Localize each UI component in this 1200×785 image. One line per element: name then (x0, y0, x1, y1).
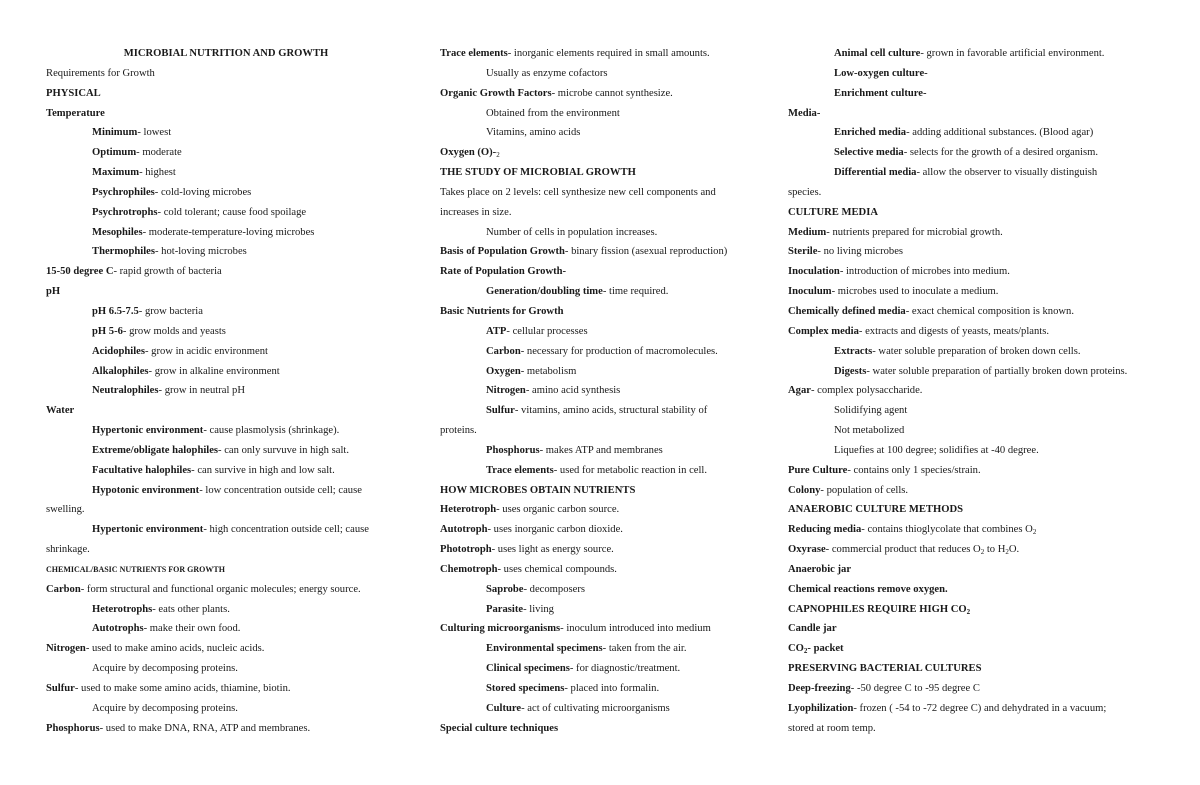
term-label: HOW MICROBES OBTAIN NUTRIENTS (440, 484, 636, 496)
text-line (46, 560, 406, 580)
definition-text: Liquefies at 100 degree; solidifies at -40 degree. (834, 444, 1039, 456)
text-line (46, 223, 406, 243)
definition-text: - no living microbes (817, 246, 904, 258)
column-left (46, 44, 406, 739)
text-line (46, 441, 406, 461)
term-label: Minimum (92, 127, 138, 139)
definition-text: - contains thioglycolate that combines O (861, 524, 1033, 536)
definition-text: - used to make some amino acids, thiamine, biotin. (74, 683, 291, 694)
subscript: 2 (1005, 548, 1009, 557)
text-line (46, 699, 406, 719)
text-line (440, 143, 775, 163)
text-line (440, 64, 775, 84)
definition-text: - time required. (602, 286, 669, 298)
term-label: Culturing microorganisms (440, 623, 561, 635)
text-line (46, 381, 406, 401)
text-line (440, 639, 775, 659)
definition-text: O. (1008, 544, 1020, 556)
term-label: Inoculum (788, 286, 832, 298)
definition-text: - adding additional substances. (Blood agar) (906, 127, 1094, 139)
definition-text: - exact chemical composition is known. (905, 305, 1074, 317)
definition-text: - inoculum introduced into medium (560, 623, 711, 635)
term-label-suffix: - packet (807, 643, 844, 655)
term-label: Hypotonic environment (92, 484, 200, 496)
text-line (440, 719, 775, 739)
text-line (440, 362, 775, 382)
text-line (46, 322, 406, 342)
text-line (788, 342, 1173, 362)
text-line (788, 262, 1173, 282)
text-line (440, 560, 775, 580)
term-label: Heterotroph (440, 504, 497, 516)
term-label: Phosphorus (46, 722, 100, 734)
definition-text: - for diagnostic/treatment. (569, 663, 681, 675)
term-label: Deep-freezing (788, 683, 851, 694)
text-line (440, 381, 775, 401)
definition-text: Acquire by decomposing proteins. (92, 702, 238, 714)
subscript: 2 (966, 607, 971, 616)
definition-text: - selects for the growth of a desired organism. (903, 147, 1098, 159)
term-label: Reducing media (788, 524, 862, 536)
definition-text: - uses chemical compounds. (497, 563, 617, 575)
text-line (46, 362, 406, 382)
text-line (440, 203, 775, 223)
definition-text: increases in size. (440, 206, 512, 218)
text-line (788, 600, 1173, 620)
text-line (46, 461, 406, 481)
text-line (440, 104, 775, 124)
text-line (440, 580, 775, 600)
text-line (46, 183, 406, 203)
definition-text: - cold-loving microbes (154, 186, 252, 198)
term-label-suffix: )- (489, 147, 497, 159)
text-line (440, 619, 775, 639)
definition-text: - makes ATP and membranes (539, 444, 663, 456)
text-line (46, 84, 406, 104)
definition-text: - uses light as energy source. (491, 544, 614, 556)
definition-text: - metabolism (520, 365, 577, 377)
subscript: 2 (496, 151, 500, 160)
term-label: Psychrotrophs (92, 206, 158, 218)
text-line (440, 282, 775, 302)
text-line (788, 580, 1173, 600)
text-line (788, 143, 1173, 163)
definition-text: - grow in neutral pH (158, 385, 246, 397)
term-label: Colony (788, 484, 821, 496)
definition-text: - water soluble preparation of broken down cells. (872, 345, 1081, 357)
text-line (788, 163, 1173, 183)
text-line (440, 600, 775, 620)
term-label: PRESERVING BACTERIAL CULTURES (788, 663, 982, 675)
term-label: Phosphorus (486, 444, 540, 456)
definition-text: - frozen ( -54 to -72 degree C) and dehydrated in a vacuum; (853, 702, 1107, 714)
text-line (46, 123, 406, 143)
text-line (46, 580, 406, 600)
definition-text: Acquire by decomposing proteins. (92, 663, 238, 675)
definition-text: - -50 degree C to -95 degree C (850, 683, 980, 694)
text-line (788, 481, 1173, 501)
term-label: Chemically defined media (788, 305, 906, 317)
text-line (46, 163, 406, 183)
definition-text: stored at room temp. (788, 722, 876, 734)
text-line (440, 242, 775, 262)
definition-text: Takes place on 2 levels: cell synthesize new cell components and (440, 186, 716, 198)
definition-text: - grown in favorable artificial environment. (920, 48, 1105, 59)
definition-text: - moderate-temperature-loving microbes (142, 226, 315, 238)
term-label: Autotrophs (92, 623, 144, 635)
definition-text: - moderate (136, 147, 182, 159)
text-line (788, 520, 1173, 540)
definition-text: shrinkage. (46, 544, 90, 556)
definition-text: Not metabolized (834, 425, 905, 437)
term-label: Hypertonic environment (92, 425, 204, 437)
term-label: Psychrophiles (92, 186, 155, 198)
definition-text: - used to make DNA, RNA, ATP and membranes. (99, 722, 311, 734)
column-middle (440, 44, 775, 739)
definition-text: - used to make amino acids, nucleic acids. (85, 643, 265, 655)
term-label: Carbon (486, 345, 521, 357)
definition-text: - grow in acidic environment (144, 345, 268, 357)
term-label: THE STUDY OF MICROBIAL GROWTH (440, 167, 636, 179)
term-label: Thermophiles (92, 246, 155, 258)
term-label: ANAEROBIC CULTURE METHODS (788, 504, 964, 516)
term-label: Differential media (834, 167, 917, 179)
text-line (46, 242, 406, 262)
text-line (440, 262, 775, 282)
text-line (46, 203, 406, 223)
term-label: Saprobe (486, 583, 524, 595)
term-label: Trace elements (486, 464, 554, 476)
term-label: 15-50 degree C (46, 266, 114, 278)
text-line (46, 600, 406, 620)
term-label: Extreme/obligate halophiles (92, 444, 219, 456)
text-line (46, 104, 406, 124)
definition-text: species. (788, 186, 822, 198)
definition-text: - make their own food. (143, 623, 241, 635)
text-line (440, 163, 775, 183)
term-label: Oxygen (O (440, 147, 490, 159)
term-label: Digests (834, 365, 867, 377)
text-line (46, 421, 406, 441)
text-line (788, 560, 1173, 580)
text-line (788, 401, 1173, 421)
text-line (46, 401, 406, 421)
definition-text: Obtained from the environment (486, 107, 620, 119)
definition-text: - amino acid synthesis (525, 385, 621, 397)
definition-text: - grow bacteria (138, 305, 203, 317)
term-label: Water (46, 405, 75, 417)
text-line (440, 520, 775, 540)
definition-text: - commercial product that reduces O (825, 544, 981, 556)
term-label: pH 6.5-7.5 (92, 305, 139, 317)
definition-text: swelling. (46, 504, 85, 516)
term-label: Oxygen (486, 365, 521, 377)
text-line (788, 322, 1173, 342)
text-line (440, 342, 775, 362)
text-line (788, 500, 1173, 520)
definition-text: - contains only 1 species/strain. (847, 464, 981, 476)
definition-text: - inorganic elements required in small amounts. (507, 48, 710, 59)
term-label: Oxyrase (788, 544, 826, 556)
definition-text: - cold tolerant; cause food spoilage (157, 206, 307, 218)
term-label: Trace elements (440, 48, 508, 59)
term-label: Alkalophiles (92, 365, 149, 377)
term-label: Candle jar (788, 623, 837, 635)
text-line (788, 104, 1173, 124)
term-label: Phototroph (440, 544, 492, 556)
text-line (788, 84, 1173, 104)
term-label: Anaerobic jar (788, 563, 852, 575)
definition-text: - rapid growth of bacteria (113, 266, 222, 278)
definition-text: - taken from the air. (602, 643, 687, 655)
term-label: Enriched media (834, 127, 907, 139)
definition-text: - decomposers (523, 583, 585, 595)
definition-text: - high concentration outside cell; cause (203, 524, 369, 536)
column-right (788, 44, 1173, 739)
term-label: Chemotroph (440, 563, 498, 575)
definition-text: Requirements for Growth (46, 67, 155, 79)
text-line (440, 123, 775, 143)
term-label: MICROBIAL NUTRITION AND GROWTH (123, 48, 329, 59)
subscript: 2 (1032, 528, 1037, 537)
definition-text: Usually as enzyme cofactors (486, 67, 608, 79)
text-line (46, 719, 406, 739)
definition-text: - population of cells. (820, 484, 909, 496)
term-label: CHEMICAL/BASIC NUTRIENTS FOR GROWTH (46, 564, 225, 574)
text-line (46, 500, 406, 520)
term-label: Culture (486, 702, 522, 714)
term-label: Medium (788, 226, 827, 238)
term-label: Stored specimens (486, 683, 565, 694)
definition-text: - allow the observer to visually distinguish (916, 167, 1098, 179)
term-label: ATP (486, 325, 507, 337)
term-label: Clinical specimens (486, 663, 570, 675)
text-line (440, 679, 775, 699)
term-label: Temperature (46, 107, 105, 119)
text-line (788, 679, 1173, 699)
definition-text: - hot-loving microbes (154, 246, 247, 258)
term-label: Chemical reactions remove oxygen. (788, 583, 948, 595)
definition-text: Number of cells in population increases. (486, 226, 658, 238)
text-line (788, 64, 1173, 84)
text-line (440, 699, 775, 719)
term-label: Inoculation (788, 266, 840, 278)
term-label: CULTURE MEDIA (788, 206, 878, 218)
text-line (788, 659, 1173, 679)
term-label: Maximum (92, 167, 140, 179)
text-line (788, 123, 1173, 143)
definition-text: - can survive in high and low salt. (191, 464, 335, 476)
text-line (788, 362, 1173, 382)
definition-text: - form structural and functional organic molecules; energy source. (80, 583, 361, 595)
text-line (46, 679, 406, 699)
definition-text: - eats other plants. (152, 603, 230, 615)
text-line (46, 540, 406, 560)
definition-text: - low concentration outside cell; cause (199, 484, 362, 496)
text-line (788, 461, 1173, 481)
term-label: Autotroph (440, 524, 488, 536)
text-line (788, 639, 1173, 659)
term-label: Nitrogen (486, 385, 526, 397)
text-line (46, 659, 406, 679)
definition-text: - microbe cannot synthesize. (551, 87, 673, 99)
term-label: Basis of Population Growth (440, 246, 565, 258)
text-line (46, 481, 406, 501)
text-line (440, 461, 775, 481)
term-label: Carbon (46, 583, 81, 595)
definition-text: - nutrients prepared for microbial growth. (826, 226, 1003, 238)
term-label: CAPNOPHILES REQUIRE HIGH CO (788, 603, 967, 615)
term-label: Agar (788, 385, 811, 397)
definition-text: - uses organic carbon source. (496, 504, 620, 516)
definition-text: - extracts and digests of yeasts, meats/plants. (858, 325, 1049, 337)
text-line (788, 699, 1173, 719)
term-label: Sterile (788, 246, 818, 258)
text-line (440, 540, 775, 560)
text-line (788, 183, 1173, 203)
definition-text: proteins. (440, 425, 477, 437)
term-label: Pure Culture (788, 464, 848, 476)
text-line (46, 342, 406, 362)
term-label: Environmental specimens (486, 643, 603, 655)
definition-text: - lowest (137, 127, 172, 139)
text-line (46, 262, 406, 282)
definition-text: - necessary for production of macromolecules. (520, 345, 718, 357)
term-label: Media- (788, 107, 821, 119)
definition-text: Vitamins, amino acids (486, 127, 581, 139)
term-label: Neutralophiles (92, 385, 159, 397)
definition-text: - act of cultivating microorganisms (521, 702, 670, 714)
text-line (440, 223, 775, 243)
text-line (440, 322, 775, 342)
text-line (440, 481, 775, 501)
term-label: Rate of Population Growth- (440, 266, 567, 278)
term-label: Nitrogen (46, 643, 86, 655)
text-line (788, 719, 1173, 739)
text-line (46, 520, 406, 540)
text-line (440, 44, 775, 64)
text-line (440, 183, 775, 203)
text-line (440, 302, 775, 322)
term-label: Selective media (834, 147, 904, 159)
term-label: Enrichment culture- (834, 87, 927, 99)
term-label: Heterotrophs (92, 603, 153, 615)
definition-text: - complex polysaccharide. (810, 385, 923, 397)
text-line (46, 619, 406, 639)
term-label: pH (46, 286, 61, 298)
definition-text: - placed into formalin. (564, 683, 660, 694)
term-label: CO (788, 643, 804, 655)
definition-text: - grow molds and yeasts (122, 325, 226, 337)
definition-text: - living (523, 603, 554, 615)
text-line (788, 242, 1173, 262)
definition-text: - vitamins, amino acids, structural stability of (514, 405, 708, 417)
text-line (788, 44, 1173, 64)
definition-text: to H (984, 544, 1006, 556)
text-line (440, 84, 775, 104)
text-line (440, 500, 775, 520)
definition-text: Solidifying agent (834, 405, 908, 417)
definition-text: - used for metabolic reaction in cell. (553, 464, 708, 476)
text-line (440, 421, 775, 441)
term-label: Extracts (834, 345, 873, 357)
definition-text: - binary fission (asexual reproduction) (564, 246, 728, 258)
term-label: Sulfur (46, 683, 75, 694)
definition-text: - water soluble preparation of partially broken down proteins. (866, 365, 1128, 377)
text-line (788, 441, 1173, 461)
text-line (46, 639, 406, 659)
term-label: PHYSICAL (46, 87, 101, 99)
text-line (46, 302, 406, 322)
text-line (788, 619, 1173, 639)
term-label: Acidophiles (92, 345, 145, 357)
term-label: Basic Nutrients for Growth (440, 305, 564, 317)
text-line (440, 441, 775, 461)
text-line (46, 143, 406, 163)
term-label: Special culture techniques (440, 722, 559, 734)
term-label: pH 5-6 (92, 325, 123, 337)
text-line (788, 302, 1173, 322)
definition-text: - cellular processes (506, 325, 588, 337)
definition-text: - microbes used to inoculate a medium. (831, 286, 999, 298)
text-line (788, 540, 1173, 560)
definition-text: - cause plasmolysis (shrinkage). (203, 425, 340, 437)
term-label: Low-oxygen culture- (834, 67, 928, 79)
text-line (46, 44, 406, 64)
text-line (440, 659, 775, 679)
term-label: Organic Growth Factors (440, 87, 552, 99)
term-label: Mesophiles (92, 226, 143, 238)
text-line (46, 282, 406, 302)
term-label: Hypertonic environment (92, 524, 204, 536)
text-line (440, 401, 775, 421)
term-label: Lyophilization (788, 702, 854, 714)
term-label: Facultative halophiles (92, 464, 192, 476)
subscript: 2 (803, 647, 808, 656)
definition-text: - introduction of microbes into medium. (839, 266, 1010, 278)
term-label: Parasite (486, 603, 524, 615)
text-line (788, 421, 1173, 441)
text-line (788, 203, 1173, 223)
definition-text: - grow in alkaline environment (148, 365, 280, 377)
term-label: Generation/doubling time (486, 286, 603, 298)
term-label: Animal cell culture (834, 48, 921, 59)
text-line (788, 381, 1173, 401)
text-line (788, 282, 1173, 302)
text-line (46, 64, 406, 84)
subscript: 2 (980, 548, 985, 557)
definition-text: - can only survuve in high salt. (218, 444, 349, 456)
definition-text: - highest (139, 167, 176, 179)
term-label: Sulfur (486, 405, 515, 417)
term-label: Optimum (92, 147, 137, 159)
term-label: Complex media (788, 325, 859, 337)
text-line (788, 223, 1173, 243)
definition-text: - uses inorganic carbon dioxide. (487, 524, 623, 536)
